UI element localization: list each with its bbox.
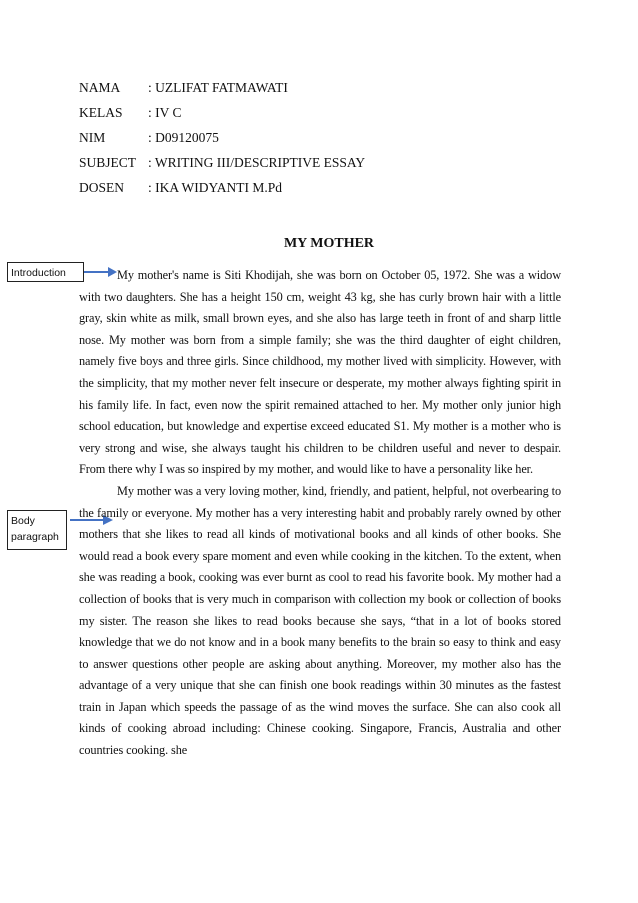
header-row-subject (79, 150, 365, 175)
header-value: : D09120075 (148, 130, 219, 145)
introduction-label: Introduction (7, 262, 84, 282)
header-row-nama (79, 75, 365, 100)
header-key: SUBJECT (79, 155, 137, 170)
header-row-dosen (79, 175, 365, 200)
introduction-paragraph: My mother's name is Siti Khodijah, she was born on October 05, 1972. She was a widow with two daughters. She has a height 150 cm, weight 43 kg, she has curly brown hair with a little gray, skin white as milk, small brown eyes, and she also has large teeth in front of and sharp little nose. My mother was born from a simple family; she was the third daughter of eight children, namely five boys and three girls. Since childhood, my mother lived with simplicity. However, with the simplicity, that my mother never felt insecure or desperate, my mother always fighting spirit in his family life. In fact, even now the spirit remained attached to her. My mother only junior high school education, but knowledge and expertise exceed educated S1. My mother is a mother who is very strong and wise, she always taught his children to be children useful and never to despair. From there why I was so inspired by my mother, and would like to have a personality like her. (79, 268, 561, 477)
header-key: NAMA (79, 80, 121, 95)
header-value: : WRITING III/DESCRIPTIVE ESSAY (148, 155, 366, 170)
header-row-kelas (79, 100, 365, 125)
header-value: : IKA WIDYANTI M.Pd (148, 180, 282, 195)
header-key: DOSEN (79, 180, 125, 195)
header-value: : IV C (148, 105, 182, 120)
essay-body (79, 265, 561, 762)
header-key: KELAS (79, 105, 123, 120)
body-paragraph: My mother was a very loving mother, kind, friendly, and patient, helpful, not overbearing to the family or everyone. My mother has a very interesting habit and probably rarely owned by other mothers that she likes to read all kinds of motivational books and all kinds of other books. She would read a book every spare moment and even while cooking in the kitchen. To the extent, when she was reading a book, cooking was ever burnt as cool to read his favorite book. My mother had a collection of books that is very much in comparison with collection my book or collection of books my sister. The reason she likes to read books because she says, “that in a lot of books stored knowledge that we do not know and in a book many benefits to the brain so easy to think and easy to answer questions other people are asking about anything. Moreover, my mother also has the advantage of a very unique that she can finish one book readings within 30 minutes as the fastest train in Japan which speeds the passage of as the wind moves the surface. She can also cook all kinds of cooking abroad including: Chinese cooking. Singapore, Francis, Australia and other countries cooking. she (79, 483, 561, 758)
student-info-header (79, 75, 365, 200)
essay-title: MY MOTHER (283, 236, 375, 251)
header-row-nim (79, 125, 365, 150)
body-paragraph-label: Body paragraph (7, 510, 67, 550)
header-key: NIM (79, 130, 106, 145)
header-value: : UZLIFAT FATMAWATI (148, 80, 288, 95)
